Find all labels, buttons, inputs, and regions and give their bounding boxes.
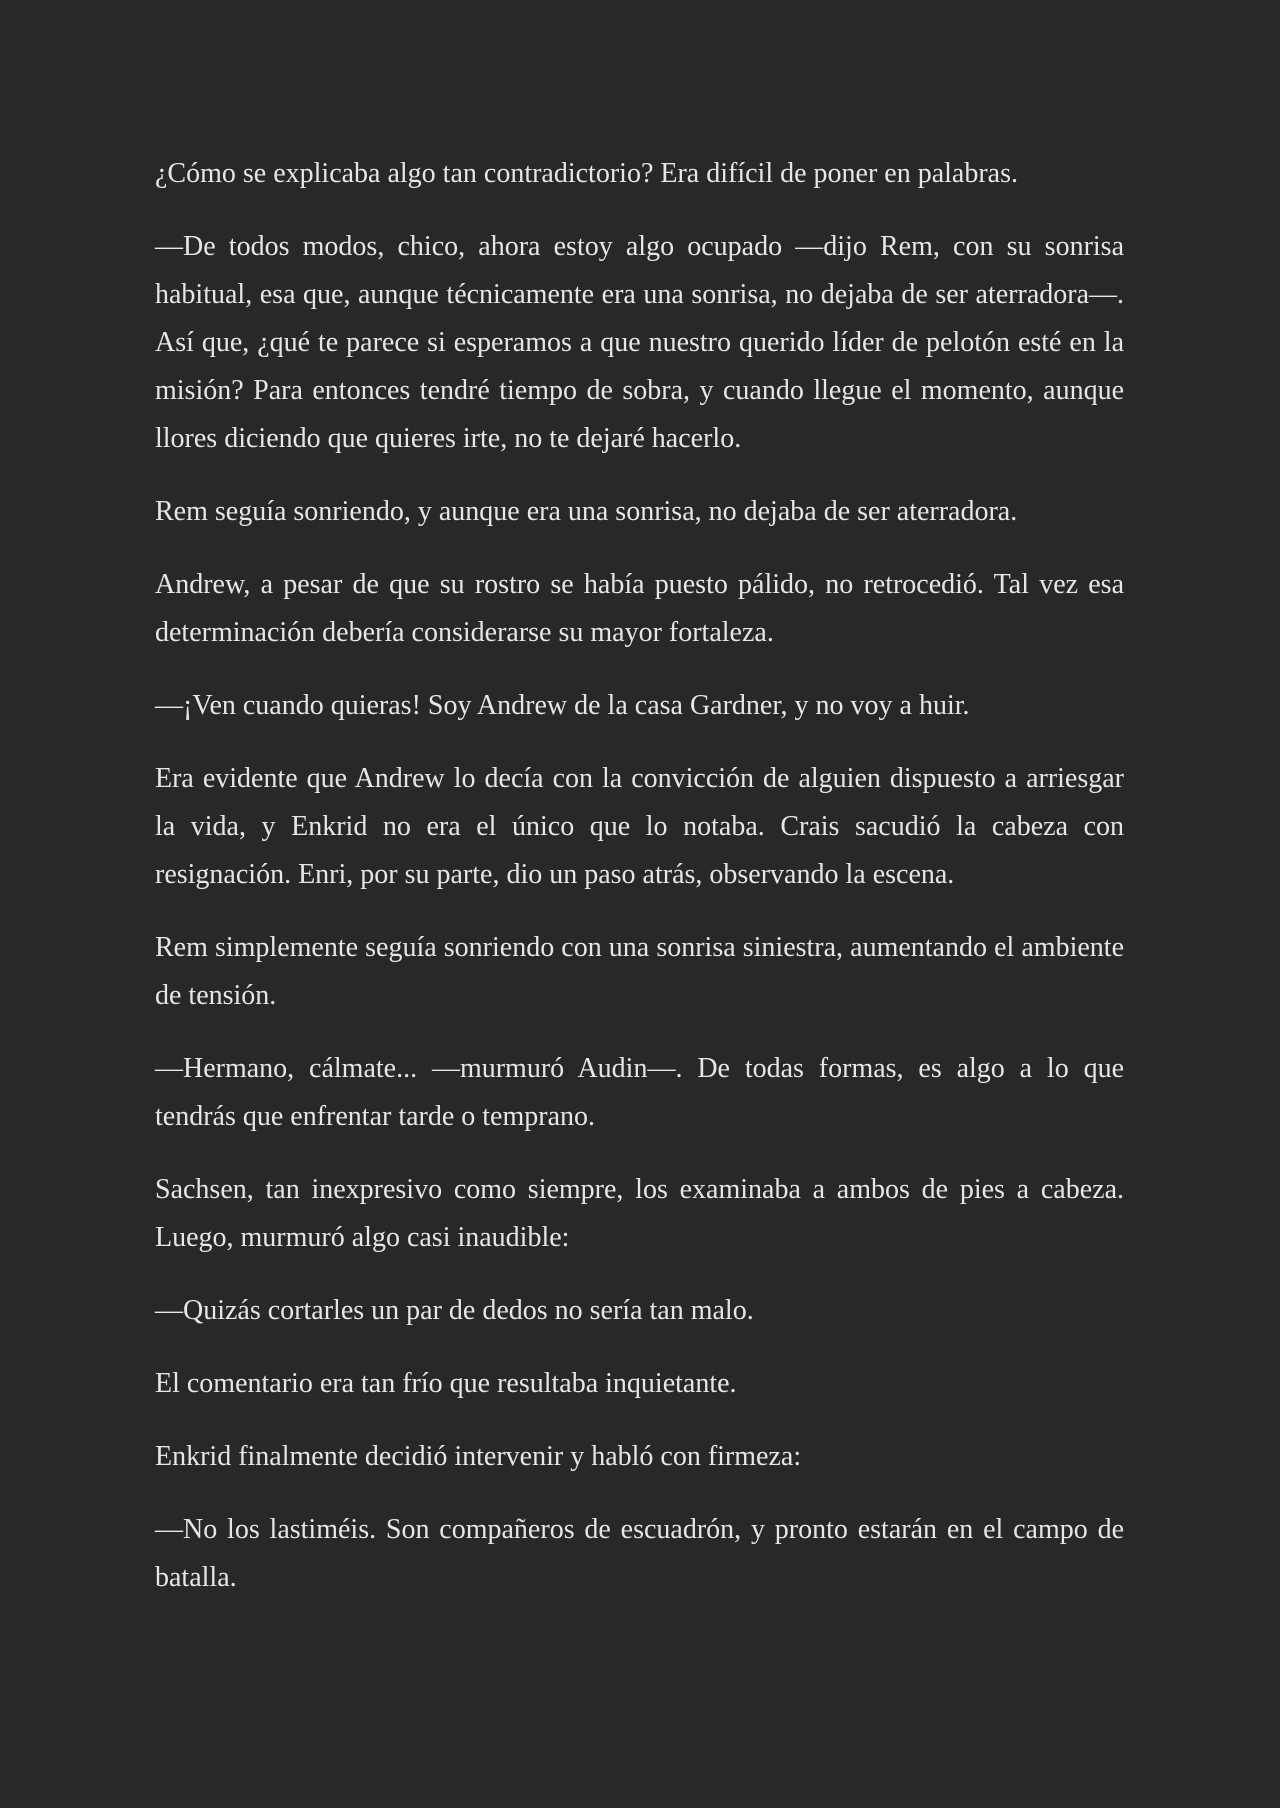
- paragraph: —Quizás cortarles un par de dedos no sería tan malo.: [155, 1295, 754, 1326]
- book-page: [155, 150, 1124, 1627]
- paragraph: Enkrid finalmente decidió intervenir y habló con firmeza:: [155, 1441, 802, 1472]
- paragraph: Rem simplemente seguía sonriendo con una sonrisa siniestra, aumentando el ambiente de tensión.: [155, 932, 1124, 1011]
- paragraph: —Hermano, cálmate... —murmuró Audin—. De todas formas, es algo a lo que tendrás que enfrentar tarde o temprano.: [155, 1053, 1124, 1132]
- paragraph: El comentario era tan frío que resultaba inquietante.: [155, 1368, 737, 1399]
- paragraph: Era evidente que Andrew lo decía con la convicción de alguien dispuesto a arriesgar la vida, y Enkrid no era el único que lo notaba. Crais sacudió la cabeza con resignación. Enri, por su parte, dio un paso atrás, observando la escena.: [155, 763, 1124, 890]
- paragraph: Rem seguía sonriendo, y aunque era una sonrisa, no dejaba de ser aterradora.: [155, 496, 1018, 527]
- paragraph: Sachsen, tan inexpresivo como siempre, los examinaba a ambos de pies a cabeza. Luego, murmuró algo casi inaudible:: [155, 1174, 1124, 1253]
- paragraph: ¿Cómo se explicaba algo tan contradictorio? Era difícil de poner en palabras.: [155, 158, 1018, 189]
- paragraph: —¡Ven cuando quieras! Soy Andrew de la casa Gardner, y no voy a huir.: [155, 690, 970, 721]
- paragraph: —De todos modos, chico, ahora estoy algo ocupado —dijo Rem, con su sonrisa habitual, esa que, aunque técnicamente era una sonrisa, no dejaba de ser aterradora—. Así que, ¿qué te parece si esperamos a que nuestro querido líder de pelotón esté en la misión? Para entonces tendré tiempo de sobra, y cuando llegue el momento, aunque llores diciendo que quieres irte, no te dejaré hacerlo.: [155, 231, 1124, 454]
- paragraph: Andrew, a pesar de que su rostro se había puesto pálido, no retrocedió. Tal vez esa determinación debería considerarse su mayor fortaleza.: [155, 569, 1124, 648]
- paragraph: —No los lastiméis. Son compañeros de escuadrón, y pronto estarán en el campo de batalla.: [155, 1514, 1124, 1593]
